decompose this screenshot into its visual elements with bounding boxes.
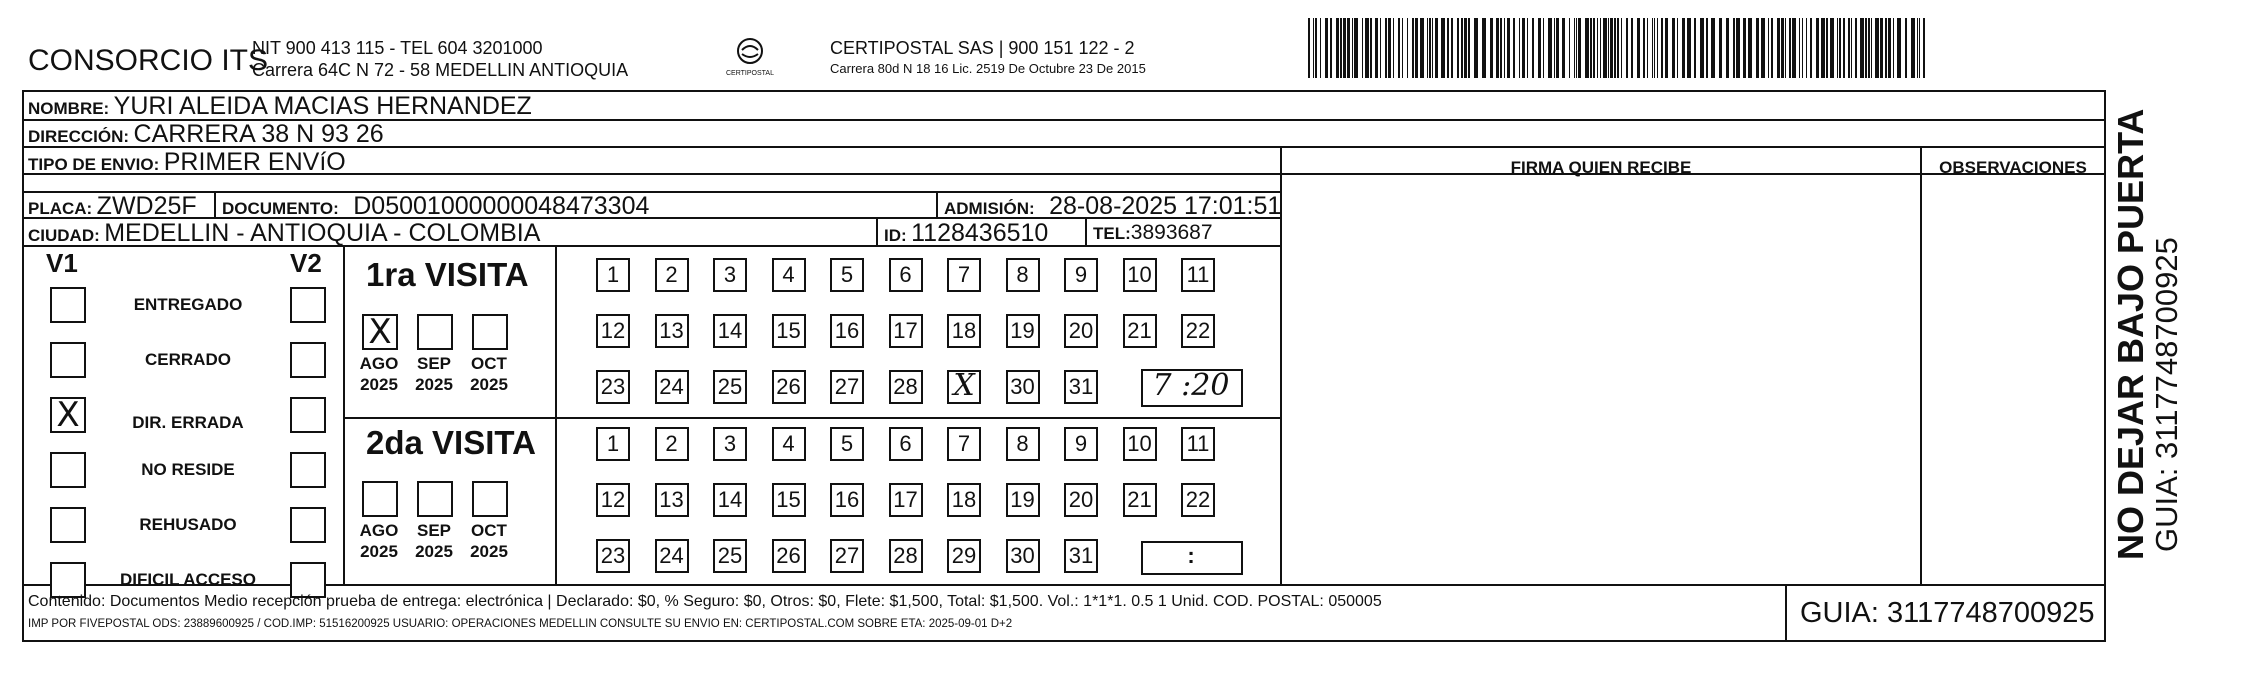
day-box[interactable]: 18	[947, 314, 981, 348]
v1-checkbox[interactable]	[50, 507, 86, 543]
year-label: 2025	[360, 542, 398, 561]
day-box[interactable]: 7	[947, 427, 981, 461]
admision-field: ADMISIÓN: 28-08-2025 17:01:51	[944, 192, 1282, 220]
day-box[interactable]: 4	[772, 427, 806, 461]
month-label: SEP	[416, 521, 452, 540]
day-box[interactable]: 28	[889, 539, 923, 573]
day-box[interactable]: 5	[830, 427, 864, 461]
carrier-name: CERTIPOSTAL SAS | 900 151 122 - 2	[830, 38, 1135, 58]
admision-value: 28-08-2025 17:01:51	[1049, 192, 1282, 220]
day-box[interactable]: 11	[1181, 427, 1215, 461]
reason-label: DIFICIL ACCESO	[119, 570, 256, 589]
second-visit-time: :	[1187, 543, 1195, 568]
day-box[interactable]: 17	[889, 483, 923, 517]
day-box[interactable]: 9	[1064, 427, 1098, 461]
side-warning: NO DEJAR BAJO PUERTA	[2110, 108, 2151, 560]
month-checkbox[interactable]	[417, 481, 453, 517]
month-label: OCT	[471, 354, 507, 373]
day-box[interactable]: 25	[713, 370, 747, 404]
day-box[interactable]: 2	[655, 427, 689, 461]
day-box[interactable]: 25	[713, 539, 747, 573]
first-visit-time: 7 :20	[1152, 368, 1230, 403]
month-label: SEP	[416, 354, 452, 373]
day-box[interactable]: 6	[889, 427, 923, 461]
v1-checkbox[interactable]	[50, 287, 86, 323]
placa-value: ZWD25F	[96, 192, 197, 220]
nombre-value: YURI ALEIDA MACIAS HERNANDEZ	[113, 92, 532, 120]
tipo-envio-value: PRIMER ENVíO	[163, 148, 346, 176]
day-box[interactable]: 14	[713, 314, 747, 348]
reason-label: DIR. ERRADA	[132, 413, 244, 432]
day-box[interactable]: 21	[1123, 483, 1157, 517]
day-box[interactable]: 27	[830, 539, 864, 573]
day-box[interactable]: 31	[1064, 370, 1098, 404]
year-label: 2025	[415, 542, 453, 561]
v2-header: V2	[290, 248, 322, 278]
footer-print-line: IMP POR FIVEPOSTAL ODS: 23889600925 / COD.IMP: 51516200925 USUARIO: OPERACIONES MEDELLIN CONSULTE SU ENVIO EN: CERTIPOSTAL.COM SOBRE ETA: 2025-09-01 D+2	[28, 618, 1013, 630]
day-box[interactable]: 12	[596, 483, 630, 517]
day-box[interactable]: 20	[1064, 483, 1098, 517]
month-checkbox[interactable]	[362, 481, 398, 517]
reason-label: ENTREGADO	[133, 295, 243, 314]
day-box[interactable]: 12	[596, 314, 630, 348]
month-checkbox[interactable]	[417, 314, 453, 350]
day-box[interactable]: 3	[713, 258, 747, 292]
carrier-address: Carrera 80d N 18 16 Lic. 2519 De Octubre 23 De 2015	[830, 61, 1146, 76]
day-box[interactable]: 16	[830, 314, 864, 348]
day-box[interactable]: 2	[655, 258, 689, 292]
day-box[interactable]: 26	[772, 539, 806, 573]
day-box[interactable]: 18	[947, 483, 981, 517]
ciudad-field: CIUDAD: MEDELLIN - ANTIOQUIA - COLOMBIA	[28, 219, 541, 247]
day-box[interactable]: 13	[655, 483, 689, 517]
day-box[interactable]: 16	[830, 483, 864, 517]
day-box[interactable]: 30	[1006, 539, 1040, 573]
month-checkmark: X	[368, 312, 392, 352]
day-box[interactable]: 6	[889, 258, 923, 292]
nombre-field: NOMBRE: YURI ALEIDA MACIAS HERNANDEZ	[28, 92, 532, 120]
company-address: Carrera 64C N 72 - 58 MEDELLIN ANTIOQUIA	[252, 60, 629, 80]
documento-value: D05001000000048473304	[353, 192, 650, 220]
day-box[interactable]: 15	[772, 314, 806, 348]
day-checkmark: X	[953, 368, 975, 403]
firma-header: FIRMA QUIEN RECIBE	[1510, 158, 1692, 177]
reason-label: NO RESIDE	[141, 460, 235, 479]
footer-guia: GUIA: 3117748700925	[1800, 597, 2095, 629]
footer-content-line: Contenido: Documentos Medio recepción prueba de entrega: electrónica | Declarado: $0, % Seguro: $0, Otros: $0, Flete: $1,500, Total: $1,500. Vol.: 1*1*1. 0.5 1 Unid. COD. POSTAL: 050005	[28, 593, 1382, 610]
day-box[interactable]: 8	[1006, 427, 1040, 461]
side-text	[2112, 80, 2184, 560]
day-box[interactable]: 10	[1123, 258, 1157, 292]
day-box[interactable]: 24	[655, 539, 689, 573]
reason-label: CERRADO	[145, 350, 231, 369]
day-box[interactable]: 15	[772, 483, 806, 517]
day-box[interactable]: 27	[830, 370, 864, 404]
month-checkbox[interactable]	[472, 481, 508, 517]
day-box[interactable]: 1	[596, 258, 630, 292]
day-box[interactable]: 28	[889, 370, 923, 404]
tipo-envio-field: TIPO DE ENVIO: PRIMER ENVíO	[28, 148, 346, 176]
year-label: 2025	[360, 375, 398, 394]
year-label: 2025	[470, 542, 508, 561]
documento-field: DOCUMENTO: D05001000000048473304	[222, 192, 650, 220]
day-box[interactable]: 22	[1181, 314, 1215, 348]
company-nit: NIT 900 413 115 - TEL 604 3201000	[252, 38, 543, 58]
day-box[interactable]: 7	[947, 258, 981, 292]
barcode	[1308, 18, 1925, 78]
month-checkbox[interactable]	[472, 314, 508, 350]
day-box[interactable]: 8	[1006, 258, 1040, 292]
month-label: AGO	[359, 521, 399, 540]
day-box[interactable]: 17	[889, 314, 923, 348]
year-label: 2025	[415, 375, 453, 394]
day-box[interactable]: 29	[947, 539, 981, 573]
day-box[interactable]: 30	[1006, 370, 1040, 404]
month-label: OCT	[471, 521, 507, 540]
direccion-value: CARRERA 38 N 93 26	[133, 120, 384, 148]
v1-checkbox[interactable]	[50, 452, 86, 488]
tel-field: TEL:3893687	[1093, 221, 1213, 244]
day-box[interactable]: 23	[596, 539, 630, 573]
side-guia: GUIA: 3117748700925	[2149, 237, 2184, 552]
observaciones-header: OBSERVACIONES	[1939, 158, 2087, 177]
direccion-field: DIRECCIÓN: CARRERA 38 N 93 26	[28, 120, 384, 148]
second-visit-title: 2da VISITA	[366, 424, 536, 461]
tel-value: 3893687	[1130, 221, 1213, 244]
ciudad-value: MEDELLIN - ANTIOQUIA - COLOMBIA	[104, 219, 541, 247]
v2-checkbox[interactable]	[290, 287, 326, 323]
placa-field: PLACA: ZWD25F	[28, 192, 197, 220]
day-box[interactable]: 10	[1123, 427, 1157, 461]
company-name: CONSORCIO ITS	[28, 44, 269, 77]
logo-caption: CERTIPOSTAL	[726, 70, 774, 77]
v1-checkmark: X	[56, 395, 80, 435]
v1-header: V1	[46, 248, 78, 278]
day-box[interactable]: 22	[1181, 483, 1215, 517]
day-box[interactable]: 31	[1064, 539, 1098, 573]
first-visit-title: 1ra VISITA	[366, 256, 529, 293]
id-value: 1128436510	[911, 219, 1049, 247]
v1-checkbox[interactable]	[50, 342, 86, 378]
day-box[interactable]: 4	[772, 258, 806, 292]
day-box[interactable]: 14	[713, 483, 747, 517]
day-box[interactable]: 9	[1064, 258, 1098, 292]
day-box[interactable]: 3	[713, 427, 747, 461]
v2-checkbox[interactable]	[290, 397, 326, 433]
year-label: 2025	[470, 375, 508, 394]
v2-checkbox[interactable]	[290, 342, 326, 378]
day-box[interactable]: 19	[1006, 483, 1040, 517]
day-box[interactable]: 19	[1006, 314, 1040, 348]
v2-checkbox[interactable]	[290, 452, 326, 488]
day-box[interactable]: 21	[1123, 314, 1157, 348]
day-box[interactable]: 11	[1181, 258, 1215, 292]
v2-checkbox[interactable]	[290, 507, 326, 543]
day-box[interactable]: 23	[596, 370, 630, 404]
id-field: ID: 1128436510	[884, 219, 1049, 247]
day-box[interactable]: 26	[772, 370, 806, 404]
reason-label: REHUSADO	[139, 515, 237, 534]
day-box[interactable]: 20	[1064, 314, 1098, 348]
day-box[interactable]: 24	[655, 370, 689, 404]
month-label: AGO	[359, 354, 399, 373]
day-box[interactable]: 5	[830, 258, 864, 292]
day-box[interactable]: 1	[596, 427, 630, 461]
day-box[interactable]: 13	[655, 314, 689, 348]
